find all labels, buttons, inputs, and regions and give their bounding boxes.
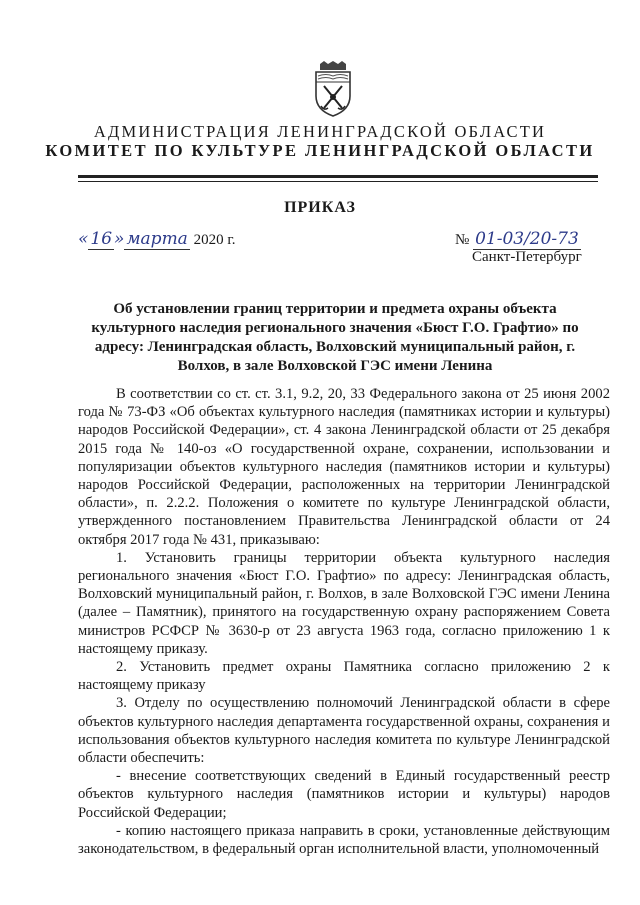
document-number xyxy=(455,229,581,249)
date-month: марта xyxy=(126,229,188,249)
date-close-quote: » xyxy=(114,229,125,249)
order-item-3-sub-2: - копию настоящего приказа направить в сроки, установленные действующим законодательством, в федеральный орган исполнительной власти, уполномоченный xyxy=(78,822,610,858)
order-item-3-sub-1: - внесение соответствующих сведений в Единый государственный реестр объектов культурного наследия (памятников истории и культуры) народов Российской Федерации; xyxy=(78,768,610,821)
document-body xyxy=(78,385,610,858)
header-divider-thick xyxy=(78,175,598,178)
document-title: ПРИКАЗ xyxy=(284,199,356,216)
order-item-1: 1. Установить границы территории объекта культурного наследия регионального значения «Бюст Г.О. Графтио» по адресу: Ленинградская область, Волховский муниципальный район, г. Волхов, в зале Волховской ГЭС имени Ленина (далее – Памятник), принятого на государственную охрану распоряжением Совета министров РСФСР № 3630-р от 23 августа 1963 года, согласно приложению 1 к настоящему приказу. xyxy=(78,549,610,657)
order-item-3: 3. Отделу по осуществлению полномочий Ленинградской области в сфере объектов культурного наследия департамента государственной охраны, сохранения и использования объектов культурного наследия комитета по культуре Ленинградской области обеспечить: xyxy=(78,695,610,767)
number-sign: № xyxy=(455,232,470,248)
number-value: 01-03/20-73 xyxy=(475,229,579,249)
date-open-quote: « xyxy=(78,229,89,249)
order-item-2: 2. Установить предмет охраны Памятника согласно приложению 2 к настоящему приказу xyxy=(78,659,610,694)
document-city: Санкт-Петербург xyxy=(472,249,582,265)
coat-of-arms-icon xyxy=(312,60,354,118)
date-day: 16 xyxy=(90,229,113,249)
date-year: 2020 г. xyxy=(193,232,236,248)
organization-name: АДМИНИСТРАЦИЯ ЛЕНИНГРАДСКОЙ ОБЛАСТИ xyxy=(93,122,547,141)
document-subject: Об установлении границ территории и предмета охраны объекта культурного наследия регионального значения «Бюст Г.О. Графтио» по адресу: Ленинградская область, Волховский муниципальный район, г. Волхов, в зале Волховской ГЭС имени Ленина xyxy=(91,301,579,374)
header-divider-thin xyxy=(78,181,598,182)
preamble-paragraph: В соответствии со ст. ст. 3.1, 9.2, 20, 33 Федерального закона от 25 июня 2002 года № 73-ФЗ «Об объектах культурного наследия (памятниках истории и культуры) народов Российской Федерации», ст. 4 закона Ленинградской области от 25 декабря 2015 года № 140-оз «О государственной охране, сохранении, использовании и популяризации объектов культурного наследия (памятников истории и культуры) народов Российской Федерации, расположенных на территории Ленинградской области», п. 2.2.2. Положения о комитете по культуре Ленинградской области, утвержденного постановлением Правительства Ленинградской области от 24 октября 2017 года № 431, приказываю: xyxy=(78,386,610,548)
document-date xyxy=(78,229,236,249)
committee-name: КОМИТЕТ ПО КУЛЬТУРЕ ЛЕНИНГРАДСКОЙ ОБЛАСТИ xyxy=(45,141,595,160)
